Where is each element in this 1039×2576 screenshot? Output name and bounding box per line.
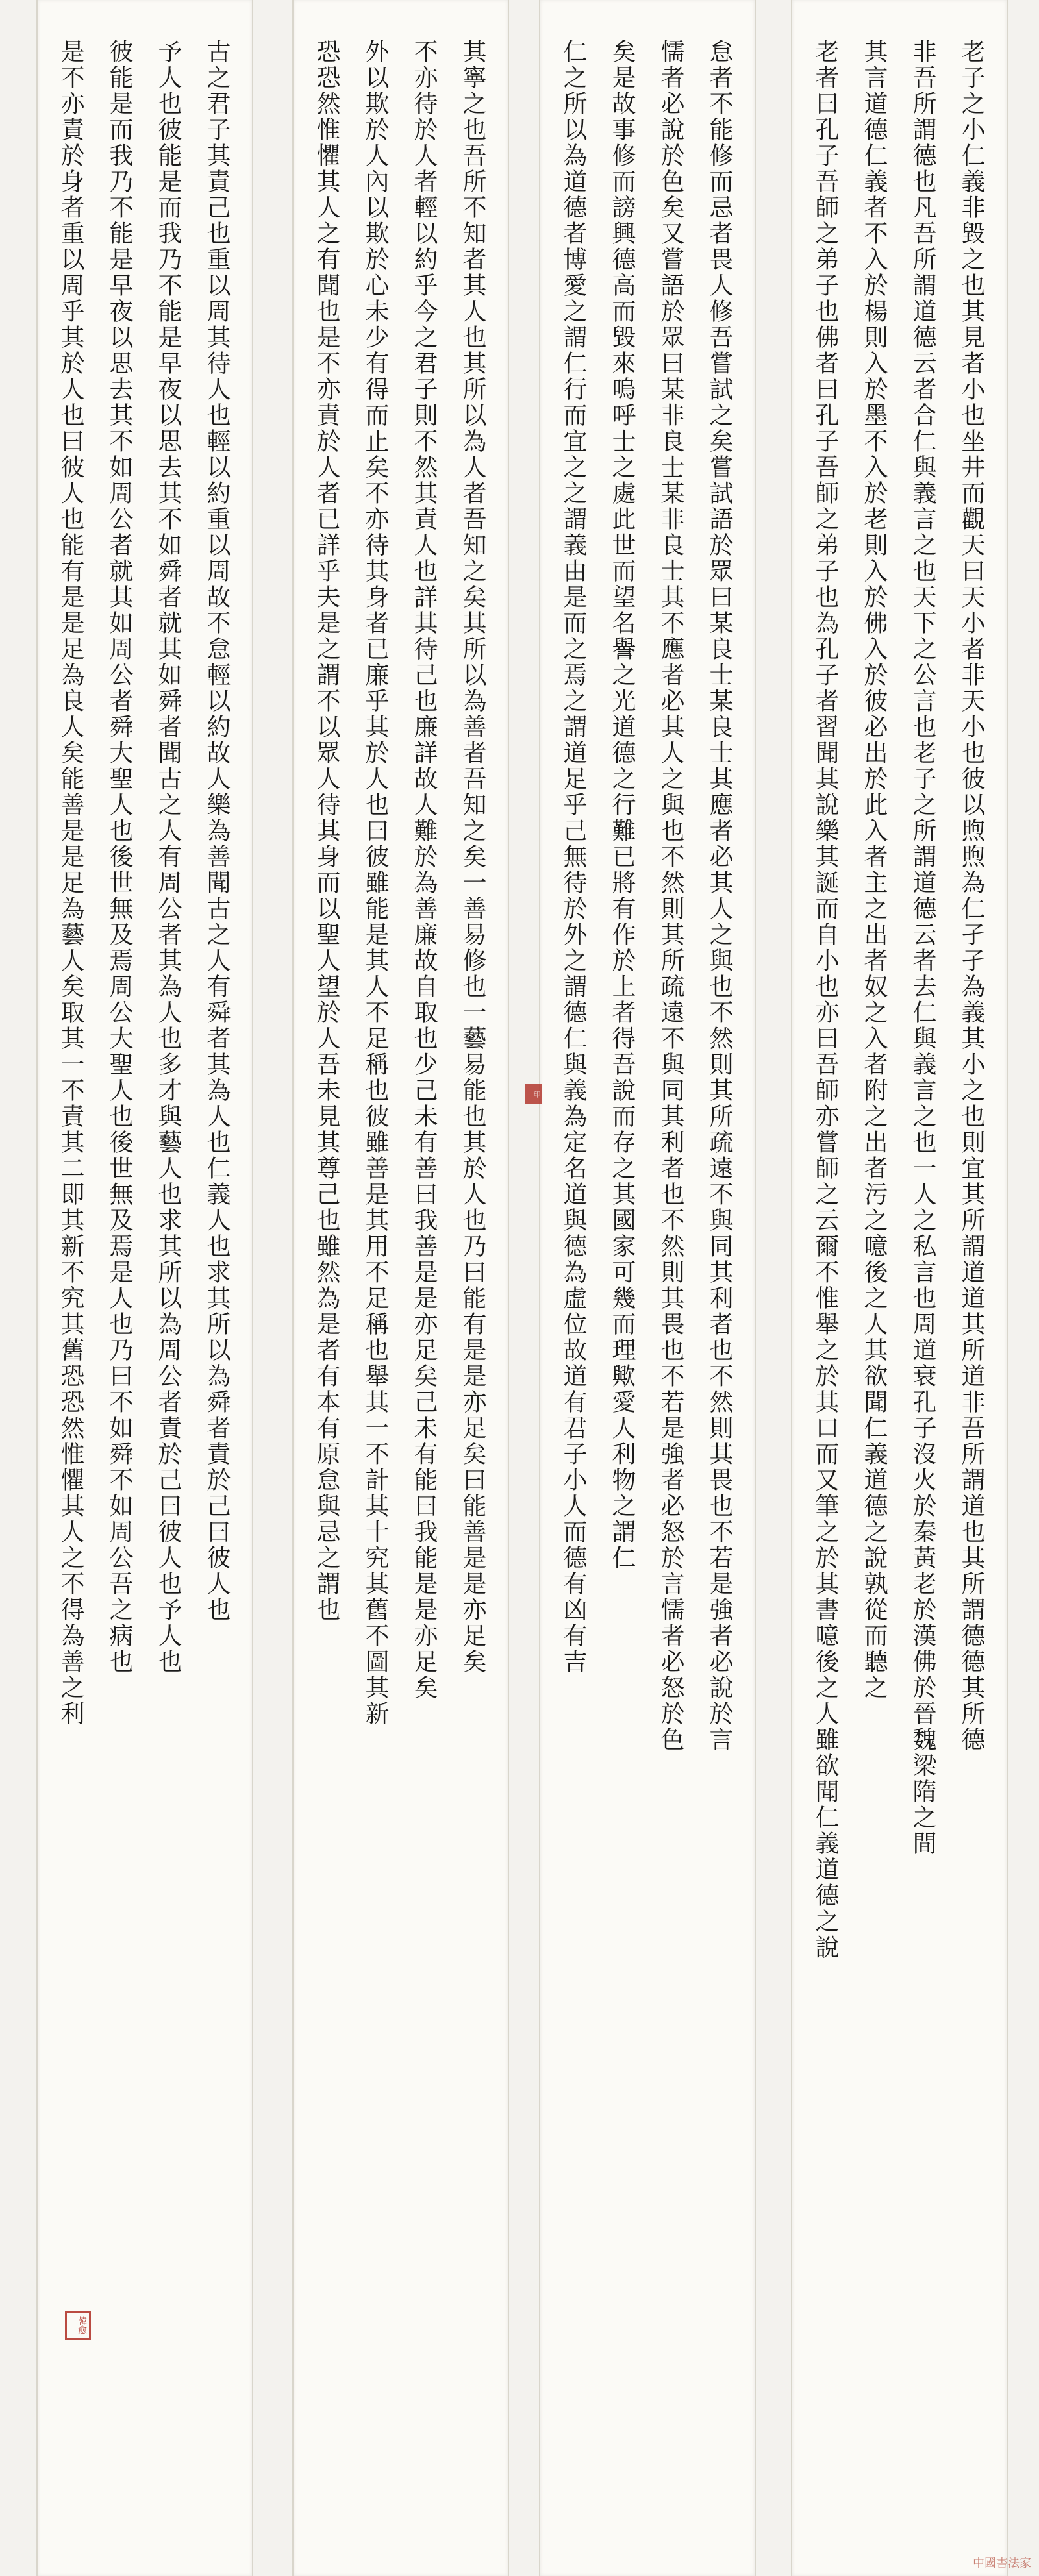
text-column: 仁之所以為道德者博愛之謂仁行而宜之之謂義由是而之焉之謂道足乎己無待於外之謂德仁與義為定名道與德為虛位故道有君子小人而德有凶有吉 — [559, 39, 587, 1675]
calligraphy-strip-3 — [539, 0, 756, 2576]
text-column: 其寧之也吾所不知者其人也其所以為人者吾知之矣其所以為善者吾知之矣一善易修也一藝易能也其於人也乃曰能有是是亦足矣曰能善是是亦足矣 — [458, 39, 486, 1675]
text-column: 是不亦責於身者重以周乎其於人也曰彼人也能有是是足為良人矣能善是是足為藝人矣取其一不責其二即其新不究其舊恐恐然惟懼其人之不得為善之利 — [56, 39, 84, 1727]
watermark-text: 中國書法家 — [973, 2557, 1031, 2570]
calligraphy-strip-1 — [36, 0, 253, 2576]
text-column: 予人也彼能是而我乃不能是早夜以思去其不如舜者就其如舜者聞古之人有周公者其為人也多才與藝人也求其所以為周公者責於己曰彼人也予人也 — [154, 39, 182, 1675]
text-column: 不亦待於人者輕以約乎今之君子則不然其責人也詳其待己也廉詳故人難於為善廉故自取也少己未有善曰我善是是亦足矣己未有能曰我能是是亦足矣 — [410, 39, 438, 1701]
text-column: 怠者不能修而忌者畏人修吾嘗試之矣嘗試語於眾曰某良士某良士其應者必其人之與也不然則其所疏遠不與同其利者也不然則其畏也不若是強者必說於言 — [705, 39, 733, 1753]
text-column: 非吾所謂德也凡吾所謂道德云者合仁與義言之也天下之公言也老子之所謂道德云者去仁與義言之也一人之私言也周道衰孔子沒火於秦黃老於漢佛於晉魏梁隋之間 — [908, 39, 936, 1857]
text-column: 彼能是而我乃不能是早夜以思去其不如周公者就其如周公者舜大聖人也後世無及焉周公大聖人也後世無及焉是人也乃曰不如舜不如周公吾之病也 — [105, 39, 133, 1675]
small-seal-stamp: 印 — [525, 1084, 542, 1104]
red-seal-stamp: 韓愈 — [65, 2311, 91, 2340]
text-column: 矣是故事修而謗興德高而毀來嗚呼士之處此世而望名譽之光道德之行難已將有作於上者得吾說而存之其國家可幾而理歟愛人利物之謂仁 — [608, 39, 636, 1571]
text-column: 外以欺於人內以欺於心未少有得而止矣不亦待其身者已廉乎其於人也曰彼雖能是其人不足稱也彼雖善是其用不足稱也舉其一不計其十究其舊不圖其新 — [361, 39, 389, 1727]
calligraphy-strip-4 — [791, 0, 1008, 2576]
text-column: 老子之小仁義非毀之也其見者小也坐井而觀天曰天小者非天小也彼以煦煦為仁孑孑為義其小之也則宜其所謂道道其所道非吾所謂道也其所謂德德其所德 — [957, 39, 985, 1753]
calligraphy-strip-2 — [292, 0, 509, 2576]
text-column: 古之君子其責己也重以周其待人也輕以約重以周故不怠輕以約故人樂為善聞古之人有舜者其為人也仁義人也求其所以為舜者責於己曰彼人也 — [203, 39, 231, 1623]
text-column: 恐恐然惟懼其人之有聞也是不亦責於人者已詳乎夫是之謂不以眾人待其身而以聖人望於人吾未見其尊己也雖然為是者有本有原怠與忌之謂也 — [312, 39, 340, 1623]
text-column: 懦者必說於色矣又嘗語於眾曰某非良士某非良士其不應者必其人之與也不然則其所疏遠不與同其利者也不然則其畏也不若是強者必怒於言懦者必怒於色 — [657, 39, 684, 1753]
text-column: 其言道德仁義者不入於楊則入於墨不入於老則入於佛入於彼必出於此入者主之出者奴之入者附之出者污之噫後之人其欲聞仁義道德之說孰從而聽之 — [860, 39, 888, 1701]
text-column: 老者曰孔子吾師之弟子也佛者曰孔子吾師之弟子也為孔子者習聞其說樂其誕而自小也亦曰吾師亦嘗師之云爾不惟舉之於其口而又筆之於其書噫後之人雖欲聞仁義道德之說 — [811, 39, 839, 1961]
